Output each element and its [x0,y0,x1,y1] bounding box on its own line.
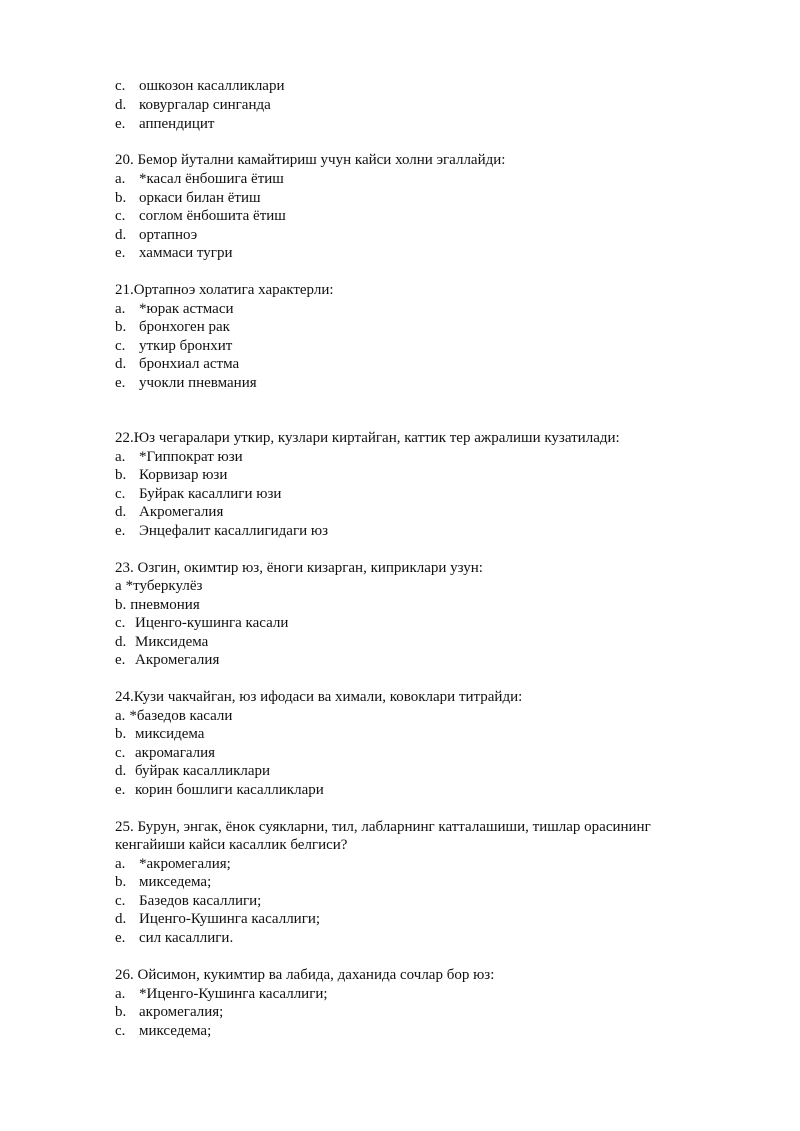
option-text: Корвизар юзи [139,467,228,483]
option-text: уткир бронхит [139,338,233,354]
question-21: 21.Ортапноэ холатига характерли: [115,282,334,298]
q20-option-c [115,207,286,226]
q23-option-d [115,633,208,652]
option-letter: d. [115,356,127,372]
q23-option-a [115,577,202,596]
option-text: миксидема [135,726,205,742]
option-text: ковургалар синганда [139,97,271,113]
question-20: 20. Бемор йутални камайтириш учун кайси холни эгаллайди: [115,152,506,168]
q22-option-a [115,448,243,467]
option-letter: b. [115,874,127,890]
option-letter: e. [115,930,126,946]
question-26: 26. Ойсимон, кукимтир ва лабида, даханида сочлар бор юз: [115,967,495,983]
option-letter: c. [115,208,126,224]
option-letter: e. [115,652,126,668]
option-text: акромагалия [135,745,216,761]
question-22: 22.Юз чегаралари уткир, кузлари киртайган, каттик тер ажралиши кузатилади: [115,430,620,446]
q25-option-b [115,873,211,892]
option-text: *Иценго-Кушинга касаллиги; [139,986,328,1002]
option-text: пневмония [130,597,200,613]
option-letter: e. [115,245,126,261]
option-letter: b. [115,190,127,206]
option-text: Акромегалия [135,652,220,668]
q26-option-c [115,1022,211,1041]
q21-option-b [115,318,230,337]
option-letter: d. [115,97,127,113]
q21-option-d [115,355,239,374]
option-letter: c. [115,486,126,502]
q22-option-c [115,485,281,504]
option-text: бронхиал астма [139,356,240,372]
option-text: хаммаси тугри [139,245,233,261]
q24-option-c [115,744,215,763]
option-c [115,77,285,96]
q24-option-d [115,762,270,781]
q23-option-e [115,651,219,670]
option-text: акромегалия; [139,1004,224,1020]
q23-option-b [115,596,200,615]
option-text: Иценго-кушинга касали [135,615,289,631]
option-text: корин бошлиги касалликлари [135,782,324,798]
option-letter: a. [115,449,126,465]
q20-option-d [115,226,197,245]
option-text: сил касаллиги. [139,930,234,946]
option-text: бронхоген рак [139,319,230,335]
option-letter: c. [115,893,126,909]
option-text: *базедов касали [129,708,233,724]
option-letter: a. [115,171,126,187]
q21-option-a [115,300,234,319]
option-d [115,96,271,115]
q21-option-c [115,337,232,356]
option-letter: b. [115,467,127,483]
option-letter: c. [115,78,126,94]
option-letter: e. [115,782,126,798]
question-24: 24.Кузи чакчайган, юз ифодаси ва химали, ковоклари титрайди: [115,689,523,705]
option-text: микседема; [139,874,212,890]
option-letter: b. [115,597,127,613]
option-letter: d. [115,911,127,927]
option-letter: d. [115,634,127,650]
q20-option-b [115,189,261,208]
q26-option-a [115,985,328,1004]
option-letter: d. [115,504,127,520]
q20-option-a [115,170,284,189]
option-text: *туберкулёз [125,578,203,594]
q24-option-a [115,707,232,726]
q23-option-c [115,614,288,633]
option-text: учокли пневмания [139,375,257,391]
option-letter: c. [115,338,126,354]
option-text: Иценго-Кушинга касаллиги; [139,911,321,927]
option-letter: a. [115,301,126,317]
option-text: аппендицит [139,116,215,132]
option-letter: e. [115,523,126,539]
option-letter: c. [115,615,126,631]
option-letter: a. [115,856,126,872]
option-letter: e. [115,116,126,132]
option-text: буйрак касалликлари [135,763,271,779]
option-text: *акромегалия; [139,856,231,872]
q25-option-e [115,929,233,948]
question-25-line-2: кенгайиши кайси касаллик белгиси? [115,837,348,853]
q24-option-b [115,725,204,744]
option-text: Миксидема [135,634,209,650]
option-text: Буйрак касаллиги юзи [139,486,282,502]
q22-option-d [115,503,223,522]
option-text: ошкозон касалликлари [139,78,285,94]
q24-option-e [115,781,324,800]
option-letter: d. [115,763,127,779]
question-23: 23. Озгин, окимтир юз, ёноги кизарган, киприклари узун: [115,560,483,576]
option-letter: b. [115,1004,127,1020]
option-letter: c. [115,1023,126,1039]
option-text: оркаси билан ётиш [139,190,261,206]
option-letter: d. [115,227,127,243]
q21-option-e [115,374,257,393]
option-text: Энцефалит касаллигидаги юз [139,523,329,539]
option-letter: b. [115,726,127,742]
option-letter: a. [115,986,126,1002]
option-text: Базедов касаллиги; [139,893,262,909]
option-letter: b. [115,319,127,335]
question-25-line-1: 25. Бурун, энгак, ёнок суякларни, тил, лабларнинг катталашиши, тишлар орасининг [115,819,651,835]
option-text: ортапноэ [139,227,198,243]
option-letter: c. [115,745,126,761]
q25-option-a [115,855,231,874]
q26-option-b [115,1003,223,1022]
option-letter: a [115,578,122,594]
option-text: *касал ёнбошига ётиш [139,171,284,187]
option-text: микседема; [139,1023,212,1039]
q20-option-e [115,244,232,263]
option-text: соглом ёнбошита ётиш [139,208,286,224]
option-text: *юрак астмаси [139,301,234,317]
q25-option-d [115,910,320,929]
option-text: Акромегалия [139,504,224,520]
option-text: *Гиппократ юзи [139,449,243,465]
option-letter: e. [115,375,126,391]
q25-option-c [115,892,261,911]
option-e [115,115,214,134]
option-letter: a. [115,708,126,724]
q22-option-e [115,522,328,541]
q22-option-b [115,466,227,485]
